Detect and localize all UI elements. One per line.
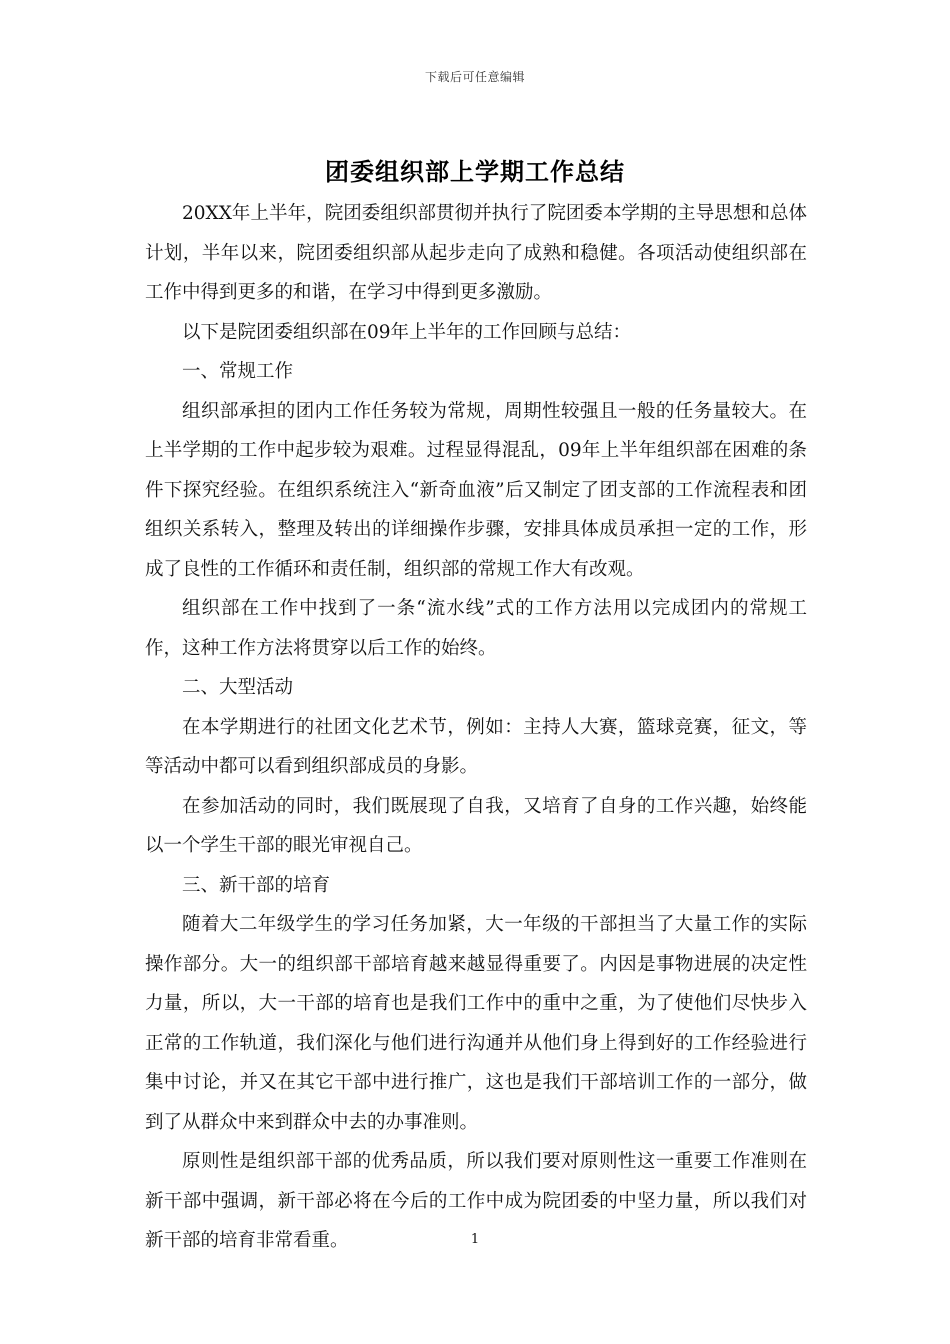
page-number: 1 xyxy=(470,1232,480,1247)
section-heading-new-cadres: 三、新干部的培育 xyxy=(182,874,331,896)
paragraph-assembly-line-method: 组织部在工作中找到了一条“流水线”式的工作方法用以完成团内的常规工作，这种工作方法将贯穿以后工作的始终。 xyxy=(145,598,807,659)
document-title: 团委组织部上学期工作总结 xyxy=(325,157,625,186)
section-heading-routine-work: 一、常规工作 xyxy=(182,361,294,382)
paragraph-new-cadres-training: 随着大二年级学生的学习任务加紧，大一年级的干部担当了大量工作的实际操作部分。大一的组织部干部培育越来越显得重要了。内因是事物进展的决定性力量，所以，大一干部的培育也是我们工作中的重中之重，为了使他们尽快步入正常的工作轨道，我们深化与他们进行沟通并从他们身上得到好的工作经验进行集中讨论，并又在其它干部中进行推广，这也是我们干部培训工作的一部分，做到了从群众中来到群众中去的办事准则。 xyxy=(145,914,807,1133)
paragraph-participation: 在参加活动的同时，我们既展现了自我，又培育了自身的工作兴趣，始终能以一个学生干部的眼光审视自己。 xyxy=(145,795,807,856)
header-note: 下载后可任意编辑 xyxy=(424,70,525,84)
section-heading-major-events: 二、大型活动 xyxy=(182,677,294,698)
document-body xyxy=(145,194,807,1261)
paragraph-review-lead: 以下是院团委组织部在09年上半年的工作回顾与总结： xyxy=(182,321,632,343)
paragraph-major-events: 在本学期进行的社团文化艺术节，例如：主持人大赛，篮球竞赛，征文，等等活动中都可以看到组织部成员的身影。 xyxy=(145,716,807,777)
paragraph-routine-work: 组织部承担的团内工作任务较为常规，周期性较强且一般的任务量较大。在上半学期的工作中起步较为艰难。过程显得混乱，09年上半年组织部在困难的条件下探究经验。在组织系统注入“新奇血液”后又制定了团支部的工作流程表和团组织关系转入，整理及转出的详细操作步骤，安排具体成员承担一定的工作，形成了良性的工作循环和责任制，组织部的常规工作大有改观。 xyxy=(145,400,807,580)
paragraph-principles: 原则性是组织部干部的优秀品质，所以我们要对原则性这一重要工作准则在新干部中强调，新干部必将在今后的工作中成为院团委的中坚力量，所以我们对新干部的培育非常看重。 xyxy=(145,1151,807,1251)
paragraph-intro: 20XX年上半年，院团委组织部贯彻并执行了院团委本学期的主导思想和总体计划，半年以来，院团委组织部从起步走向了成熟和稳健。各项活动使组织部在工作中得到更多的和谐，在学习中得到更多激励。 xyxy=(145,203,807,303)
